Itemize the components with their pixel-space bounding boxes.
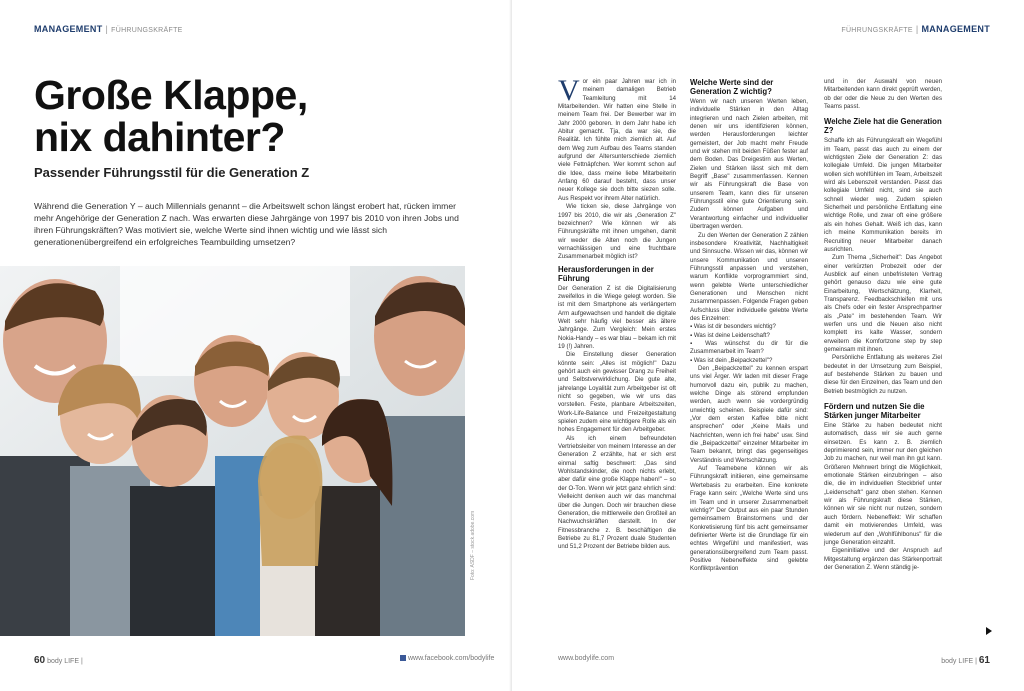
photo-credit: Foto: ASDF – stock.adobe.com (470, 510, 476, 580)
col1-paragraph-5: Als ich einem befreundeten Vertriebsleiter von meinem Interesse an der Generation Z erzählte, hat er sich erst einmal saftig beschwert: „Das sind Wohlstandskinder, die noch nichts erlebt, aber dafür eine große Klappe haben!" – so der O-Ton. Wenn wir jetzt ganz ehrlich sind: Vielleicht denken auch wir das manchmal über die Jungen. Doch wir brauchen diese Generation, die mittlerweile den Großteil an Nachwuchskräften darstellt. In der Fitnessbranche z. B. beschäftigen die Betriebe zu 81,7 Prozent duale Studenten und 51,2 Prozent der Betriebe bilden aus. (558, 434, 676, 551)
col1-paragraph-1: or ein paar Jahren war ich in meinem damaligen Betrieb Teamleitung mit 14 Mitarbeitenden. Wir hatten eine Stelle in meinem Team frei. Der Bewerber war im Jahr 2000 geboren. In dem Jahr habe ich Abitur gemacht. Tja, da war sie, die Realität. Ich fühlte mich ziemlich alt. Auf dem Weg zum Aufbau des Teams standen aufgrund der Altersunterschiede ziemlich viele Fettnäpfchen. Wer kommt schon auf die Idee, dass meine liebe Mitarbeiterin Anfang 60 darauf besteht, dass unser neuer Kollege sie doch bitte siezen solle. Aus Respekt vor ihrem Alter natürlich. (558, 78, 676, 202)
col2-bullet-4: ▪ Was ist dein „Beipackzettel"? (690, 356, 773, 364)
col2-bullet-2: ▪ Was ist deine Leidenschaft? (690, 331, 770, 339)
column-2 (690, 78, 808, 574)
left-footer: 60 body LIFE | (34, 655, 83, 666)
left-header: MANAGEMENT | FÜHRUNGSKRÄFTE (34, 24, 183, 34)
facebook-link[interactable] (400, 655, 494, 662)
brand-left: body LIFE (47, 658, 79, 665)
col3-paragraph-2: Schaffe ich als Führungskraft ein Wegefühl im Team, passt das auch zu einem der wichtigsten Ziele der Generation Z: das kollegiale Umfeld. Die jungen Mitarbeiter wollen sich wohlfühlen im Team, Arbeitszeit wird als Lebenszeit verstanden. Passt das kollegiale Umfeld nicht, sind sie auch schnell wieder weg. Zudem spielen Sicherheit und persönliche Entfaltung eine wichtige Rolle, und zwar oft eine größere als ein hohes Gehalt. Weiß ich das, kann ich meine Kommunikation bereits im Recruiting neuer Mitarbeiter danach ausrichten. (824, 137, 942, 253)
column-1 (558, 74, 676, 552)
col2-bullet-3: ▪ Was wünschst du dir für die Zusammenarbeit im Team? (690, 339, 808, 356)
col2-paragraph-1: Wenn wir nach unseren Werten leben, individuelle Stärken in den Alltag integrieren und nach Zielen arbeiten, mit denen wir uns identifizieren können, werden Herausforderungen leichter gemeistert, der Job macht mehr Freude und wir stehen mit beiden Füßen fester auf dem Boden. Das Dreigestirn aus Werten, Zielen und Stärken lässt sich mit dem Begriff „Base" zusammenfassen. Kennen wir als Führungskraft die Base von unserem Team, kann dies für unseren Führungsstil eine gute Orientierung sein. Zudem können Aufgaben und Verantwortung einfacher und individueller übertragen werden. (690, 98, 808, 231)
col1-paragraph-2: Wie ticken sie, diese Jahrgänge von 1997 bis 2010, die wir als „Generation Z" bezeichnen? Wie können wir als Führungskräfte mit ihnen umgehen, damit wir weder die Alten noch die Jungen vernachlässigen und eine fruchtbare Zusammenarbeit möglich ist? (558, 203, 676, 261)
col1-paragraph-3: Der Generation Z ist die Digitalisierung zweifellos in die Wiege gelegt worden. Sie ist mit dem Smartphone als verlängertem Arm aufgewachsen und handelt die digitale Welt sehr häufig viel besser als ältere Jahrgänge. Zum Vergleich: Mein erstes Nokia-Handy – es war blau – bekam ich mit 19 (!) Jahren. (558, 284, 676, 350)
col2-heading-1: Welche Werte sind der Generation Z wichtig? (690, 78, 774, 96)
right-header: FÜHRUNGSKRÄFTE | MANAGEMENT (841, 24, 990, 34)
page-number-right: 61 (978, 655, 990, 666)
page-number-left: 60 (34, 655, 46, 666)
col2-paragraph-3: Den „Beipackzettel" zu kennen erspart uns viel Ärger. Wir laden mit dieser Frage humorvoll dazu ein, publik zu machen, welche Dinge als störend empfunden werden, auch wenn sie vordergründig unwichtig scheinen. Beispiele dafür sind: „Vor dem ersten Kaffee bitte nicht ansprechen" oder „Keine Mails und Nachrichten, wenn ich frei habe" usw. Sind die „Beipackzettel" einzelner Mitarbeiter im Team bekannt, bringt das gegenseitiges Verständnis und Wertschätzung. (690, 365, 808, 464)
subheadline: Passender Führungsstil für die Generation Z (34, 165, 310, 180)
col3-heading-1: Welche Ziele hat die Generation Z? (824, 117, 942, 136)
col2-paragraph-4: Auf Teamebene können wir als Führungskraft initiieren, eine gemeinsame Wertebasis zu erarbeiten. Eine konkrete Frage kann sein: „Welche Werte sind uns im Team und in unserer Zusammenarbeit wichtig?" Der Output aus ein paar Stunden gemeinsamem Brainstormens und der Konkretisierung fünf bis acht gemeinsamer definierter Werte ist die Grundlage für ein echtes Wirgefühl und manifestiert, was generationsübergreifend zum Team passt. Positive Nebeneffekte sind gelebte Konfliktprävention (690, 465, 808, 573)
subsection-label-right: FÜHRUNGSKRÄFTE (841, 27, 913, 34)
brand-right: body LIFE (941, 658, 974, 665)
col3-paragraph-3: Zum Thema „Sicherheit": Das Angebot einer verkürzten Probezeit oder der Ausblick auf einen unbefristeten Vertrag gehört genauso dazu wie eine gute Einarbeitung, Wertschätzung, Klarheit, Transparenz. Feedbackschleifen mit uns als Chefs oder ein fester Ansprechpartner als „Pate" im bestehenden Team. Wir werfen uns und die Neuen also nicht komplett ins kalte Wasser, sondern erweitern die Komfortzone step by step gemeinsam mit ihnen. (824, 254, 942, 353)
column-3 (824, 78, 942, 572)
headline-line-1: Große Klappe, (34, 72, 308, 118)
headline-line-2: nix dahinter? (34, 114, 285, 160)
headline (34, 74, 474, 158)
subsection-label: FÜHRUNGSKRÄFTE (111, 27, 183, 34)
col3-paragraph-1: und in der Auswahl von neuen Mitarbeitenden kann direkt geprüft werden, ob der oder die Neue zu den Werten des Teams passt. (824, 78, 942, 111)
right-footer: body LIFE | 61 (941, 655, 990, 666)
website-link[interactable]: www.bodylife.com (558, 655, 615, 662)
col2-paragraph-2: Zu den Werten der Generation Z zählen insbesondere Kreativität, Nachhaltigkeit und Sinnsuche. Wissen wir das, können wir unsere Kommunikation und unseren Führungsstil anpassen und verstehen, warum Konflikte vorprogrammiert sind, wenn gelebte Werte unterschiedlicher Generationen und Menschen nicht zusammenpassen. Folgende Fragen geben Aufschluss über individuelle gelebte Werte des Einzelnen: (690, 231, 808, 322)
col3-paragraph-4: Persönliche Entfaltung als weiteres Ziel bedeutet in der Umsetzung zum Beispiel, auf bestehende Stärken zu bauen und diese für den Einzelnen, das Team und den Betrieb bestmöglich zu nutzen. (824, 354, 942, 395)
facebook-icon (400, 655, 406, 661)
right-page (512, 0, 1024, 691)
section-label-right: MANAGEMENT (921, 24, 990, 34)
col3-paragraph-6: Eigeninitiative und der Anspruch auf Mitgestaltung ergänzen das Stärkenportrait der Generation Z. Wenn ständig je- (824, 547, 942, 571)
col3-heading-2: Fördern und nutzen Sie die Stärken junger Mitarbeiter (824, 402, 925, 421)
continue-arrow-icon (986, 627, 992, 635)
col2-bullet-1: ▪ Was ist dir besonders wichtig? (690, 323, 776, 331)
col3-paragraph-5: Eine Stärke zu haben bedeutet nicht automatisch, dass wir sie auch gerne einsetzen. Es kann z. B. ziemlich deprimierend sein, immer nur den gleichen Job zu machen, nur weil man ihn gut kann. Größeren Mehrwert bringt die Möglichkeit, emotionale Stärken einzubringen – also die, die im individuellen Steckbrief unter „Leidenschaft" ganz oben stehen. Kennen wir als Führungskraft diese Stärken, können wir sie nicht nur nutzen, sondern auch fördern. Nebeneffekt: Wir schaffen damit ein motivierendes Umfeld, was wiederum auf den „Wohlfühlbonus" für die junge Generation einzahlt. (824, 422, 942, 546)
col1-heading-1: Herausforderungen in der Führung (558, 264, 654, 283)
section-label: MANAGEMENT (34, 24, 103, 34)
col1-paragraph-4: Die Einstellung dieser Generation könnte sein: „Alles ist möglich!" Dazu gehört auch ein gewisser Drang zu Freiheit und Selbstverwirklichung. Die gute alte, jahrelange Loyalität zum Arbeitgeber ist oft nicht so gegeben, wie wir uns das vorstellen. Feste, planbare Arbeitszeiten, Work-Life-Balance und Freizeitgestaltung spielen zudem eine wichtigere Rolle als ein hohes Engagement für den Arbeitgeber. (558, 351, 676, 434)
drop-cap: V (558, 74, 580, 107)
team-photo (0, 266, 465, 636)
intro-text: Während die Generation Y – auch Millennials genannt – die Arbeitswelt schon längst erobert hat, rücken immer mehr Angehörige der Generation Z nach. Was erwarten diese Jahrgänge von 1997 bis 2010 von ihren Jobs und ihren Führungskräften? Was motiviert sie, welche Werte sind ihnen wichtig und wie lässt sich generationenübergreifend ein erfolgreiches Teambuilding umsetzen? (34, 201, 459, 247)
facebook-url: www.facebook.com/bodylife (408, 655, 495, 662)
